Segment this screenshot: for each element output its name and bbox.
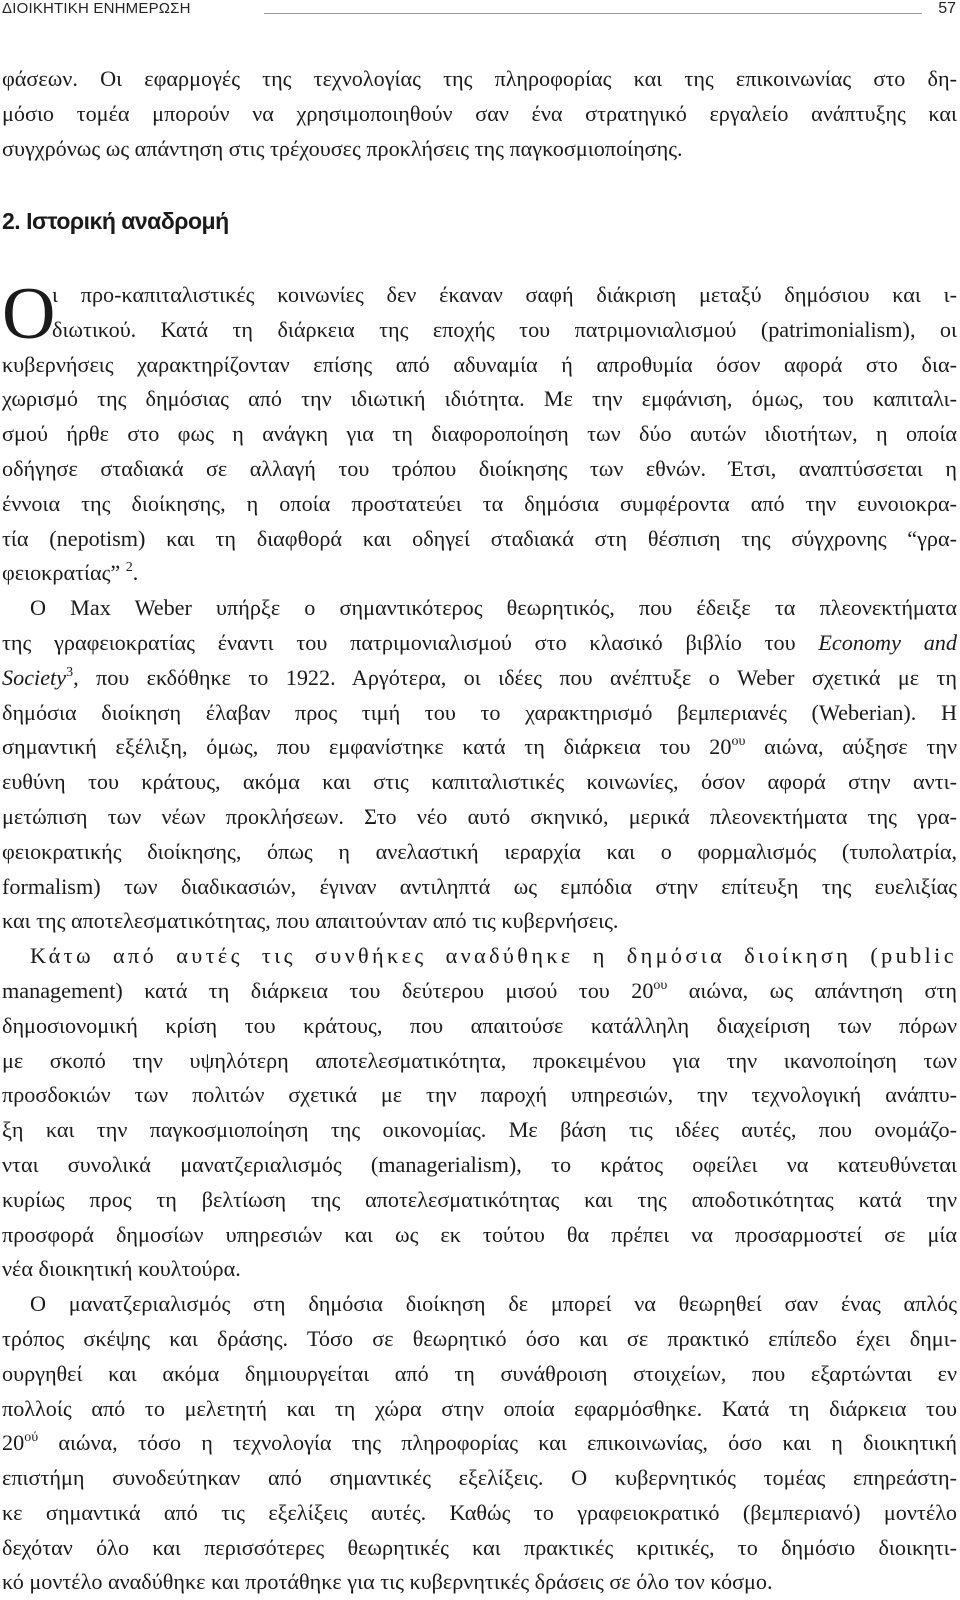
text-fragment: management) κατά τη διάρκεια του δεύτερου μισού του 20 bbox=[2, 977, 654, 1003]
text-line: συγχρόνως ως απάντηση στις τρέχουσες προκλήσεις της παγκοσμιοποίησης. bbox=[2, 135, 683, 161]
text-line: μόσιο τομέα μπορούν να χρησιμοποιηθούν σαν ένα στρατηγικό εργαλείο ανάπτυξης και bbox=[2, 100, 957, 126]
dropcap-letter: Ο bbox=[2, 273, 56, 355]
text-line: και της αποτελεσματικότητας, που απαιτούνταν από τις κυβερνήσεις. bbox=[2, 908, 619, 934]
text-line: φειοκρατικής διοίκησης, όπως η ανελαστική ιεραρχία και ο φορμαλισμός (τυπολατρία, bbox=[2, 838, 957, 864]
text-line: νται συνολικά μανατζεριαλισμός (managerialism), το κράτος οφείλει να κατευθύνεται bbox=[2, 1151, 957, 1177]
text-line: πολλοίς από το μελετητή και τη χώρα στην οποία εφαρμόσθηκε. Κατά τη διάρκεια του bbox=[2, 1395, 957, 1421]
text-line bbox=[2, 1426, 957, 1461]
text-fragment: 20 bbox=[2, 1430, 25, 1456]
book-title: Economy and bbox=[818, 629, 957, 655]
text-line: τρόπος σκέψης και δράσης. Τόσο σε θεωρητικό όσο και σε πρακτικό επίπεδο έχει δημι- bbox=[2, 1325, 957, 1351]
text-line bbox=[2, 974, 957, 1009]
text-fragment: αιώνα, ως απάντηση στη bbox=[667, 977, 957, 1003]
text-line: μετώπιση των νέων προκλήσεων. Στο νέο αυτό σκηνικό, μερικά πλεονεκτήματα της γρα- bbox=[2, 803, 957, 829]
text-line: επιστήμη συνοδεύτηκαν από σημαντικές εξελίξεις. Ο κυβερνητικός τομέας επηρεάστη- bbox=[2, 1465, 957, 1491]
text-line: ι προ-καπιταλιστικές κοινωνίες δεν έκαναν σαφή διάκριση μεταξύ δημόσιου και ι- bbox=[52, 282, 957, 307]
text-line: δημόσια διοίκηση έλαβαν προς τιμή του το χαρακτηρισμό βεμπεριανές (Weberian). Η bbox=[2, 699, 957, 725]
intro-paragraph bbox=[2, 62, 957, 166]
text-fragment: φειοκρατίας” bbox=[2, 560, 126, 586]
text-fragment: της γραφειοκρατίας έναντι του πατριμονιαλισμού στο κλασικό βιβλίο του bbox=[2, 629, 819, 655]
header-rule bbox=[264, 13, 922, 14]
text-line: Ο μανατζεριαλισμός στη δημόσια διοίκηση δε μπορεί να θεωρηθεί σαν ένας απλός bbox=[30, 1291, 957, 1317]
text-line bbox=[2, 730, 957, 765]
running-header bbox=[2, 0, 958, 24]
text-line bbox=[2, 556, 957, 591]
text-line: νέα διοικητική κουλτούρα. bbox=[2, 1256, 241, 1282]
ordinal-suffix: ου bbox=[731, 734, 746, 750]
text-line: ουργηθεί και ακόμα δημιουργείται από τη συνάθροιση στοιχείων, που εξαρτώνται εν bbox=[2, 1360, 957, 1386]
text-line: τία (nepotism) και τη διαφθορά και οδηγεί σταδιακά στη θέσπιση της σύγχρονης “γρα- bbox=[2, 525, 957, 551]
text-line bbox=[2, 661, 957, 696]
text-line: φάσεων. Οι εφαρμογές της τεχνολογίας της πληροφορίας και της επικοινωνίας στο δη- bbox=[2, 66, 957, 91]
ordinal-suffix: ου bbox=[653, 977, 668, 993]
text-line: formalism) των διαδικασιών, έγιναν αντιληπτά ως εμπόδια στην επίτευξη της ευελιξίας bbox=[2, 873, 957, 899]
text-line: κε σημαντικά από τις εξελίξεις αυτές. Καθώς το γραφειοκρατικό (βεμπεριανό) μοντέλο bbox=[2, 1499, 957, 1525]
footnote-ref: 3 bbox=[66, 664, 74, 680]
text-fragment: . bbox=[132, 560, 139, 586]
text-line: προσφορά δημοσίων υπηρεσιών και ως εκ τούτου θα πρέπει να προσαρμοστεί σε μία bbox=[2, 1221, 957, 1247]
section-heading: 2. Ιστορική αναδρομή bbox=[2, 208, 229, 234]
text-line: ξη και την παγκοσμιοποίηση της οικονομίας. Με βάση τις ιδέες αυτές, που ονομάζο- bbox=[2, 1117, 957, 1143]
text-line: διωτικού. Κατά τη διάρκεια της εποχής του πατριμονιαλισμού (patrimonialism), οι bbox=[52, 316, 957, 342]
text-line: έννοια της διοίκησης, η οποία προστατεύει τα δημόσια συμφέροντα από την ευνοιοκρα- bbox=[2, 490, 957, 516]
text-line bbox=[2, 626, 957, 661]
text-line: κυρίως προς τη βελτίωση της αποτελεσματικότητας και της αποδοτικότητας κατά την bbox=[2, 1186, 957, 1212]
text-line: σμού ήρθε στο φως η ανάγκη για τη διαφοροποίηση των δύο αυτών ιδιοτήτων, η οποία bbox=[2, 421, 957, 447]
footnote-ref: 2 bbox=[125, 560, 133, 576]
text-line: δεχόταν όλο και περισσότερες θεωρητικές και πρακτικές κριτικές, το δημόσιο διοικητι- bbox=[2, 1534, 957, 1560]
text-line: κυβερνήσεις χαρακτηρίζονταν επίσης από αδυναμία ή απροθυμία όσον αφορά στο δια- bbox=[2, 351, 957, 377]
text-line: οδήγησε σταδιακά σε αλλαγή του τρόπου διοίκησης των εθνών. Έτσι, αναπτύσσεται η bbox=[2, 455, 957, 481]
section-body bbox=[2, 273, 957, 1600]
text-line: προσδοκιών των πολιτών σχετικά με την παροχή υπηρεσιών, την τεχνολογική ανάπτυ- bbox=[2, 1082, 957, 1108]
text-line: Κάτω από αυτές τις συνθήκες αναδύθηκε η δημόσια διοίκηση (public bbox=[30, 943, 957, 969]
text-line: χωρισμό της δημόσιας από την ιδιωτική ιδιότητα. Με την εμφάνιση, όμως, του καπιταλι- bbox=[2, 386, 957, 412]
text-line: ευθύνη του κράτους, ακόμα και στις καπιταλιστικές κοινωνίες, όσον αφορά στην αντι- bbox=[2, 769, 957, 795]
text-line: δημοσιονομική κρίση του κράτους, που απαιτούσε κατάλληλη διαχείριση των πόρων bbox=[2, 1012, 957, 1038]
text-line: με σκοπό την υψηλότερη αποτελεσματικότητα, προκειμένου για την ικανοποίηση των bbox=[2, 1047, 957, 1073]
text-line: κό μοντέλο αναδύθηκε και προτάθηκε για τις κυβερνητικές δράσεις σε όλο τον κόσμο. bbox=[2, 1569, 773, 1595]
ordinal-suffix: ού bbox=[24, 1430, 39, 1446]
text-fragment: σημαντική εξέλιξη, όμως, που εμφανίστηκε κατά τη διάρκεια του 20 bbox=[2, 734, 732, 760]
text-fragment: αιώνα, αύξησε την bbox=[745, 734, 957, 760]
page-number: 57 bbox=[938, 0, 956, 17]
running-title: ΔΙΟΙΚΗΤΙΚΗ ΕΝΗΜΕΡΩΣΗ bbox=[2, 0, 191, 17]
book-title: Society bbox=[2, 664, 67, 690]
text-line: Ο Max Weber υπήρξε ο σημαντικότερος θεωρητικός, που έδειξε τα πλεονεκτήματα bbox=[30, 595, 957, 621]
text-fragment: αιώνα, τόσο η τεχνολογία της πληροφορίας και επικοινωνίας, όσο και η διοικητική bbox=[38, 1430, 957, 1456]
text-fragment: , που εκδόθηκε το 1922. Αργότερα, οι ιδέες που ανέπτυξε ο Weber σχετικά με τη bbox=[73, 664, 957, 690]
